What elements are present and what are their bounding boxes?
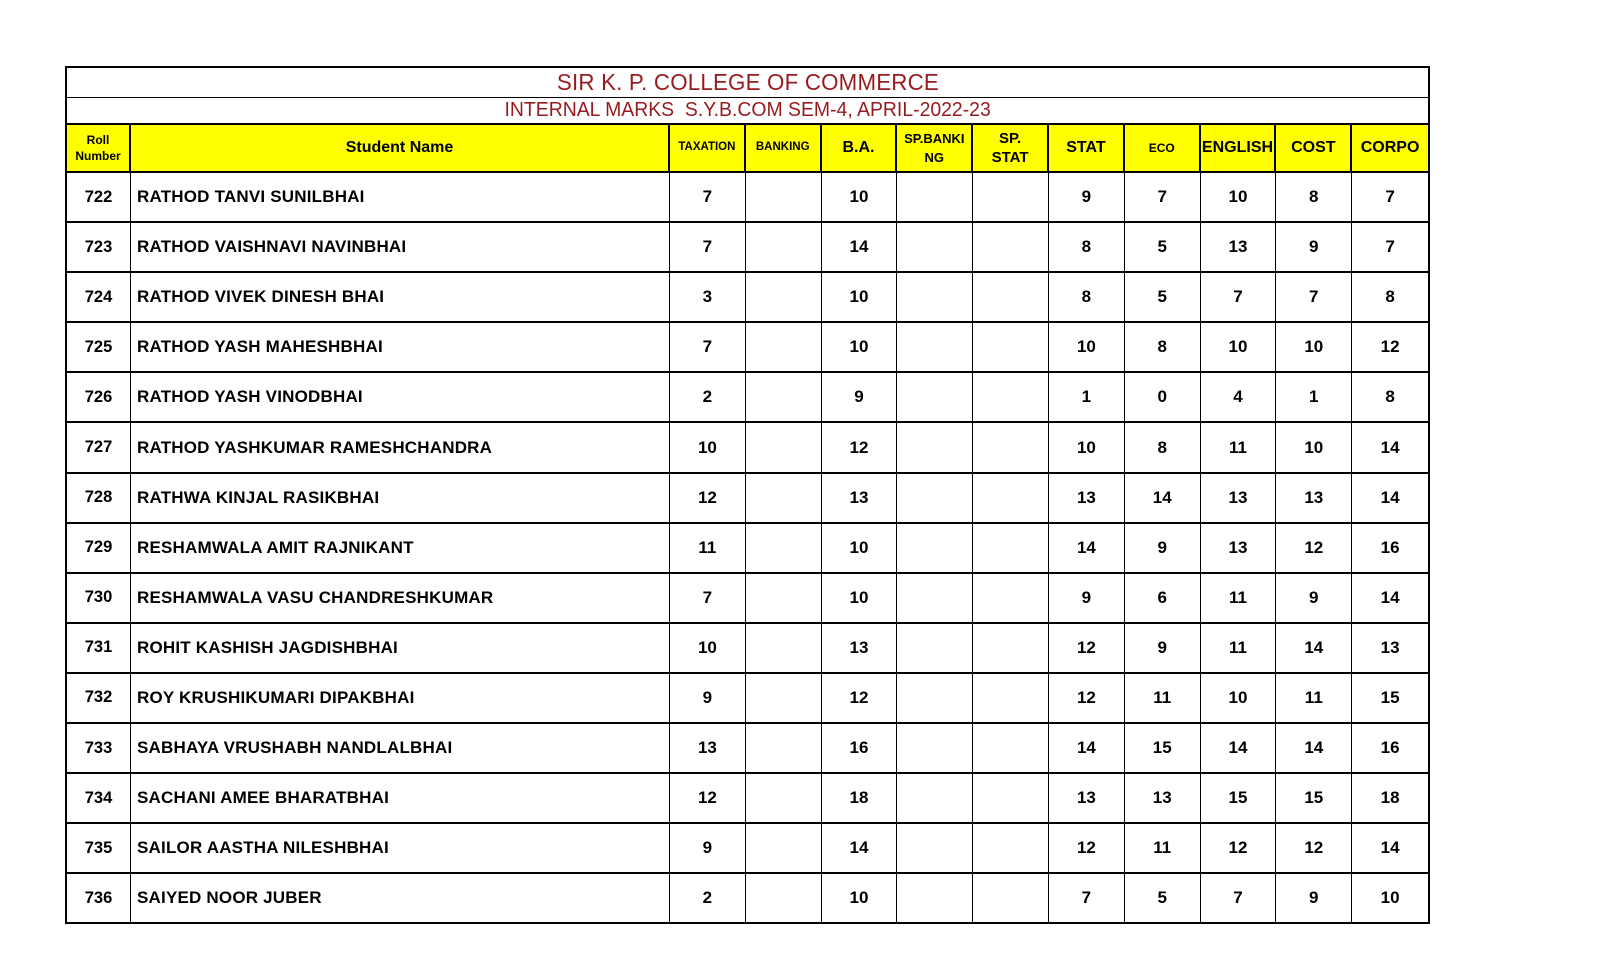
cell-eco: 5 xyxy=(1125,223,1201,271)
cell-banking xyxy=(746,624,822,672)
cell-taxation: 2 xyxy=(670,373,746,421)
cell-banking xyxy=(746,824,822,872)
cell-ba: 14 xyxy=(822,223,898,271)
cell-taxation: 3 xyxy=(670,273,746,321)
cell-sp-banking xyxy=(897,874,973,922)
cell-english: 10 xyxy=(1201,173,1277,221)
cell-stat: 10 xyxy=(1049,423,1125,471)
cell-sp-stat xyxy=(973,423,1049,471)
cell-taxation: 7 xyxy=(670,223,746,271)
cell-english: 10 xyxy=(1201,323,1277,371)
cell-taxation: 9 xyxy=(670,824,746,872)
cell-eco: 8 xyxy=(1125,423,1201,471)
cell-banking xyxy=(746,323,822,371)
cell-sp-stat xyxy=(973,574,1049,622)
column-header-taxation: TAXATION xyxy=(670,125,746,171)
cell-banking xyxy=(746,223,822,271)
cell-cost: 14 xyxy=(1276,624,1352,672)
cell-roll-number: 730 xyxy=(67,574,131,622)
cell-roll-number: 722 xyxy=(67,173,131,221)
cell-taxation: 10 xyxy=(670,423,746,471)
cell-banking xyxy=(746,774,822,822)
cell-banking xyxy=(746,173,822,221)
cell-roll-number: 725 xyxy=(67,323,131,371)
table-row xyxy=(67,474,1428,524)
college-title: SIR K. P. COLLEGE OF COMMERCE xyxy=(556,69,939,95)
column-header-eco: ECO xyxy=(1125,125,1201,171)
cell-cost: 7 xyxy=(1276,273,1352,321)
cell-taxation: 10 xyxy=(670,624,746,672)
table-row xyxy=(67,273,1428,323)
cell-corpo: 14 xyxy=(1352,824,1428,872)
cell-corpo: 15 xyxy=(1352,674,1428,722)
cell-english: 14 xyxy=(1201,724,1277,772)
exam-subtitle-row xyxy=(67,98,1428,125)
cell-student-name: RATHOD YASHKUMAR RAMESHCHANDRA xyxy=(131,423,670,471)
cell-cost: 15 xyxy=(1276,774,1352,822)
cell-sp-banking xyxy=(897,423,973,471)
cell-corpo: 18 xyxy=(1352,774,1428,822)
cell-eco: 11 xyxy=(1125,674,1201,722)
cell-stat: 12 xyxy=(1049,824,1125,872)
column-header-roll: Roll Number xyxy=(67,125,131,171)
column-header-ba: B.A. xyxy=(822,125,898,171)
cell-roll-number: 729 xyxy=(67,524,131,572)
cell-eco: 13 xyxy=(1125,774,1201,822)
cell-sp-banking xyxy=(897,574,973,622)
cell-banking xyxy=(746,273,822,321)
cell-ba: 14 xyxy=(822,824,898,872)
cell-sp-banking xyxy=(897,173,973,221)
cell-corpo: 13 xyxy=(1352,624,1428,672)
cell-corpo: 14 xyxy=(1352,423,1428,471)
cell-roll-number: 726 xyxy=(67,373,131,421)
cell-sp-banking xyxy=(897,524,973,572)
cell-stat: 10 xyxy=(1049,323,1125,371)
cell-cost: 1 xyxy=(1276,373,1352,421)
cell-student-name: RATHOD VIVEK DINESH BHAI xyxy=(131,273,670,321)
cell-student-name: RATHOD VAISHNAVI NAVINBHAI xyxy=(131,223,670,271)
cell-english: 7 xyxy=(1201,273,1277,321)
cell-student-name: RATHOD TANVI SUNILBHAI xyxy=(131,173,670,221)
cell-taxation: 12 xyxy=(670,474,746,522)
table-row xyxy=(67,173,1428,223)
cell-cost: 12 xyxy=(1276,524,1352,572)
cell-taxation: 12 xyxy=(670,774,746,822)
cell-stat: 1 xyxy=(1049,373,1125,421)
cell-eco: 14 xyxy=(1125,474,1201,522)
cell-stat: 8 xyxy=(1049,223,1125,271)
cell-cost: 13 xyxy=(1276,474,1352,522)
cell-stat: 14 xyxy=(1049,724,1125,772)
cell-banking xyxy=(746,524,822,572)
cell-ba: 10 xyxy=(822,173,898,221)
table-row xyxy=(67,824,1428,874)
cell-banking xyxy=(746,574,822,622)
cell-english: 11 xyxy=(1201,574,1277,622)
cell-cost: 10 xyxy=(1276,323,1352,371)
cell-english: 7 xyxy=(1201,874,1277,922)
cell-roll-number: 736 xyxy=(67,874,131,922)
cell-cost: 9 xyxy=(1276,874,1352,922)
cell-stat: 12 xyxy=(1049,674,1125,722)
column-header-sp-banking: SP.BANKI NG xyxy=(897,125,973,171)
cell-cost: 12 xyxy=(1276,824,1352,872)
cell-corpo: 7 xyxy=(1352,173,1428,221)
cell-corpo: 7 xyxy=(1352,223,1428,271)
cell-english: 11 xyxy=(1201,624,1277,672)
cell-english: 15 xyxy=(1201,774,1277,822)
cell-corpo: 14 xyxy=(1352,474,1428,522)
cell-sp-stat xyxy=(973,624,1049,672)
college-title-row xyxy=(67,68,1428,98)
cell-taxation: 7 xyxy=(670,173,746,221)
cell-student-name: ROY KRUSHIKUMARI DIPAKBHAI xyxy=(131,674,670,722)
cell-ba: 13 xyxy=(822,624,898,672)
cell-taxation: 2 xyxy=(670,874,746,922)
cell-ba: 12 xyxy=(822,423,898,471)
cell-english: 4 xyxy=(1201,373,1277,421)
cell-corpo: 14 xyxy=(1352,574,1428,622)
cell-cost: 8 xyxy=(1276,173,1352,221)
cell-sp-stat xyxy=(973,674,1049,722)
cell-banking xyxy=(746,724,822,772)
column-header-sp-stat: SP. STAT xyxy=(973,125,1049,171)
column-header-banking: BANKING xyxy=(746,125,822,171)
table-row xyxy=(67,223,1428,273)
cell-taxation: 9 xyxy=(670,674,746,722)
cell-stat: 9 xyxy=(1049,574,1125,622)
cell-sp-stat xyxy=(973,724,1049,772)
table-row xyxy=(67,774,1428,824)
cell-english: 13 xyxy=(1201,474,1277,522)
cell-roll-number: 727 xyxy=(67,423,131,471)
cell-sp-banking xyxy=(897,824,973,872)
cell-student-name: SACHANI AMEE BHARATBHAI xyxy=(131,774,670,822)
cell-sp-banking xyxy=(897,373,973,421)
table-row xyxy=(67,674,1428,724)
table-row xyxy=(67,423,1428,473)
cell-stat: 14 xyxy=(1049,524,1125,572)
table-row xyxy=(67,323,1428,373)
cell-student-name: SAILOR AASTHA NILESHBHAI xyxy=(131,824,670,872)
cell-banking xyxy=(746,874,822,922)
cell-sp-banking xyxy=(897,674,973,722)
cell-sp-banking xyxy=(897,724,973,772)
cell-corpo: 12 xyxy=(1352,323,1428,371)
cell-sp-stat xyxy=(973,474,1049,522)
column-header-row xyxy=(67,125,1428,173)
cell-taxation: 11 xyxy=(670,524,746,572)
cell-roll-number: 724 xyxy=(67,273,131,321)
cell-eco: 8 xyxy=(1125,323,1201,371)
cell-sp-stat xyxy=(973,874,1049,922)
cell-eco: 5 xyxy=(1125,273,1201,321)
cell-roll-number: 733 xyxy=(67,724,131,772)
cell-sp-stat xyxy=(973,373,1049,421)
cell-ba: 10 xyxy=(822,273,898,321)
cell-ba: 16 xyxy=(822,724,898,772)
column-header-name: Student Name xyxy=(131,125,670,171)
cell-student-name: ROHIT KASHISH JAGDISHBHAI xyxy=(131,624,670,672)
cell-roll-number: 734 xyxy=(67,774,131,822)
cell-sp-banking xyxy=(897,474,973,522)
cell-student-name: SAIYED NOOR JUBER xyxy=(131,874,670,922)
cell-sp-stat xyxy=(973,774,1049,822)
table-body xyxy=(67,173,1428,922)
cell-student-name: RESHAMWALA VASU CHANDRESHKUMAR xyxy=(131,574,670,622)
marks-table xyxy=(65,66,1430,924)
table-row xyxy=(67,373,1428,423)
cell-cost: 11 xyxy=(1276,674,1352,722)
cell-roll-number: 732 xyxy=(67,674,131,722)
column-header-corpo: CORPO xyxy=(1352,125,1428,171)
cell-roll-number: 735 xyxy=(67,824,131,872)
cell-corpo: 8 xyxy=(1352,373,1428,421)
cell-stat: 13 xyxy=(1049,774,1125,822)
cell-english: 13 xyxy=(1201,524,1277,572)
cell-roll-number: 731 xyxy=(67,624,131,672)
cell-sp-banking xyxy=(897,273,973,321)
cell-eco: 0 xyxy=(1125,373,1201,421)
cell-student-name: RATHOD YASH VINODBHAI xyxy=(131,373,670,421)
cell-stat: 13 xyxy=(1049,474,1125,522)
cell-english: 11 xyxy=(1201,423,1277,471)
cell-english: 13 xyxy=(1201,223,1277,271)
cell-banking xyxy=(746,474,822,522)
cell-cost: 9 xyxy=(1276,574,1352,622)
cell-ba: 10 xyxy=(822,574,898,622)
cell-sp-banking xyxy=(897,323,973,371)
cell-banking xyxy=(746,373,822,421)
cell-roll-number: 723 xyxy=(67,223,131,271)
cell-ba: 10 xyxy=(822,323,898,371)
cell-stat: 12 xyxy=(1049,624,1125,672)
cell-banking xyxy=(746,423,822,471)
cell-eco: 11 xyxy=(1125,824,1201,872)
cell-student-name: RATHWA KINJAL RASIKBHAI xyxy=(131,474,670,522)
cell-stat: 9 xyxy=(1049,173,1125,221)
exam-subtitle: INTERNAL MARKS S.Y.B.COM SEM-4, APRIL-2022-23 xyxy=(504,99,991,121)
cell-corpo: 16 xyxy=(1352,724,1428,772)
table-row xyxy=(67,874,1428,922)
cell-eco: 9 xyxy=(1125,524,1201,572)
cell-corpo: 16 xyxy=(1352,524,1428,572)
cell-student-name: SABHAYA VRUSHABH NANDLALBHAI xyxy=(131,724,670,772)
cell-sp-stat xyxy=(973,323,1049,371)
cell-sp-stat xyxy=(973,524,1049,572)
cell-sp-stat xyxy=(973,173,1049,221)
cell-cost: 14 xyxy=(1276,724,1352,772)
cell-eco: 6 xyxy=(1125,574,1201,622)
cell-stat: 8 xyxy=(1049,273,1125,321)
cell-corpo: 10 xyxy=(1352,874,1428,922)
cell-stat: 7 xyxy=(1049,874,1125,922)
cell-banking xyxy=(746,674,822,722)
cell-sp-stat xyxy=(973,824,1049,872)
cell-cost: 10 xyxy=(1276,423,1352,471)
cell-sp-banking xyxy=(897,624,973,672)
cell-ba: 10 xyxy=(822,524,898,572)
column-header-english: ENGLISH xyxy=(1201,125,1277,171)
table-row xyxy=(67,524,1428,574)
cell-ba: 18 xyxy=(822,774,898,822)
cell-sp-stat xyxy=(973,273,1049,321)
column-header-stat: STAT xyxy=(1049,125,1125,171)
cell-ba: 12 xyxy=(822,674,898,722)
cell-english: 12 xyxy=(1201,824,1277,872)
column-header-cost: COST xyxy=(1276,125,1352,171)
cell-corpo: 8 xyxy=(1352,273,1428,321)
table-row xyxy=(67,724,1428,774)
cell-roll-number: 728 xyxy=(67,474,131,522)
cell-sp-banking xyxy=(897,774,973,822)
cell-eco: 5 xyxy=(1125,874,1201,922)
cell-eco: 7 xyxy=(1125,173,1201,221)
cell-ba: 9 xyxy=(822,373,898,421)
cell-eco: 9 xyxy=(1125,624,1201,672)
table-row xyxy=(67,574,1428,624)
cell-cost: 9 xyxy=(1276,223,1352,271)
cell-taxation: 13 xyxy=(670,724,746,772)
cell-taxation: 7 xyxy=(670,574,746,622)
cell-english: 10 xyxy=(1201,674,1277,722)
cell-ba: 13 xyxy=(822,474,898,522)
cell-eco: 15 xyxy=(1125,724,1201,772)
cell-sp-stat xyxy=(973,223,1049,271)
cell-ba: 10 xyxy=(822,874,898,922)
cell-taxation: 7 xyxy=(670,323,746,371)
cell-student-name: RATHOD YASH MAHESHBHAI xyxy=(131,323,670,371)
table-row xyxy=(67,624,1428,674)
cell-sp-banking xyxy=(897,223,973,271)
cell-student-name: RESHAMWALA AMIT RAJNIKANT xyxy=(131,524,670,572)
